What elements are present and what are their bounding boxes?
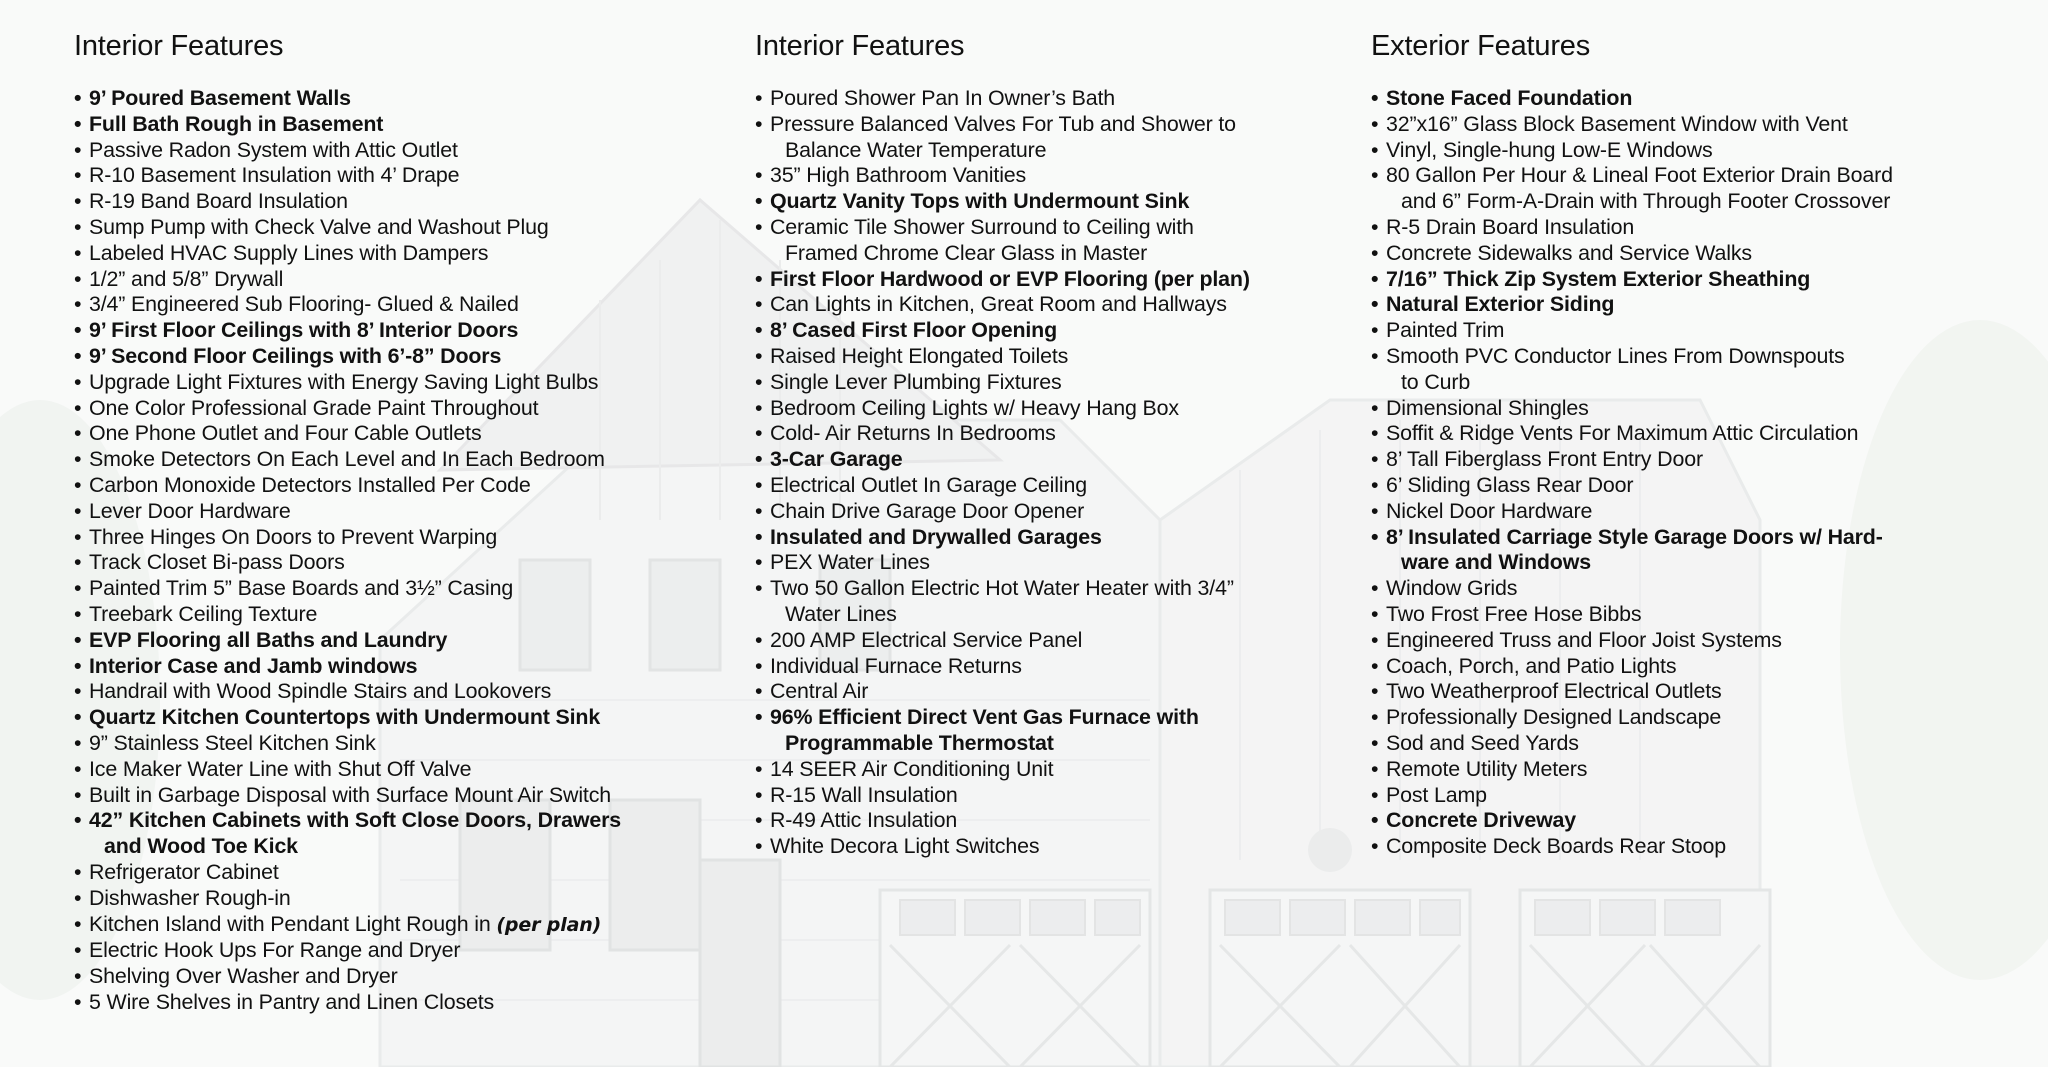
- feature-text: Concrete Driveway: [1386, 808, 1577, 833]
- feature-item: [74, 602, 714, 628]
- feature-text: First Floor Hardwood or EVP Flooring (per plan): [770, 266, 1250, 291]
- feature-text: 14 SEER Air Conditioning Unit: [770, 756, 1054, 781]
- feature-text: Soffit & Ridge Vents For Maximum Attic Circulation: [1386, 421, 1859, 446]
- feature-item: [74, 654, 714, 680]
- feature-text: Full Bath Rough in Basement: [89, 111, 384, 136]
- feature-text: Coach, Porch, and Patio Lights: [1386, 653, 1677, 678]
- feature-text: Sump Pump with Check Valve and Washout Plug: [89, 214, 549, 239]
- feature-text: 9’ First Floor Ceilings with 8’ Interior Doors: [89, 318, 519, 343]
- feature-item: [74, 757, 714, 783]
- interior-features-column-2: [755, 28, 1335, 860]
- feature-text: Natural Exterior Siding: [1386, 292, 1615, 317]
- feature-text: Two 50 Gallon Electric Hot Water Heater with 3/4”: [770, 576, 1234, 601]
- feature-text: R-5 Drain Board Insulation: [1386, 214, 1635, 239]
- feature-item: [755, 189, 1335, 215]
- feature-text: 96% Efficient Direct Vent Gas Furnace with: [770, 705, 1199, 730]
- feature-text: 35” High Bathroom Vanities: [770, 163, 1027, 188]
- feature-item: [74, 396, 714, 422]
- feature-item: [1371, 421, 2011, 447]
- feature-item: [755, 344, 1335, 370]
- feature-item: [74, 138, 714, 164]
- feature-text: Quartz Kitchen Countertops with Undermount Sink: [89, 705, 601, 730]
- feature-text: Treebark Ceiling Texture: [89, 601, 318, 626]
- feature-text: 9’ Second Floor Ceilings with 6’-8” Doors: [89, 343, 502, 368]
- feature-item: [755, 550, 1335, 576]
- feature-item: [1371, 447, 2011, 473]
- feature-item: [1371, 267, 2011, 293]
- feature-text: 8’ Cased First Floor Opening: [770, 318, 1057, 343]
- feature-item: [74, 679, 714, 705]
- feature-text: Cold- Air Returns In Bedrooms: [770, 421, 1056, 446]
- feature-item: [74, 267, 714, 293]
- feature-item: [1371, 241, 2011, 267]
- feature-text: Concrete Sidewalks and Service Walks: [1386, 240, 1752, 265]
- column-title: Exterior Features: [1371, 30, 1591, 62]
- feature-item: [755, 447, 1335, 473]
- feature-text-continued: and Wood Toe Kick: [104, 834, 298, 859]
- feature-item: [755, 215, 1335, 267]
- feature-item: [755, 808, 1335, 834]
- feature-item: [755, 163, 1335, 189]
- feature-item: [74, 292, 714, 318]
- feature-item: [755, 396, 1335, 422]
- feature-text: Nickel Door Hardware: [1386, 498, 1593, 523]
- feature-item: [74, 86, 714, 112]
- feature-text-continued: and 6” Form-A-Drain with Through Footer Crossover: [1401, 189, 1891, 214]
- feature-item: [1371, 834, 2011, 860]
- feature-item: [74, 525, 714, 551]
- feature-item: [1371, 344, 2011, 396]
- feature-item: [1371, 808, 2011, 834]
- feature-item: [74, 628, 714, 654]
- feature-item: [74, 938, 714, 964]
- feature-text: 7/16” Thick Zip System Exterior Sheathing: [1386, 266, 1811, 291]
- feature-text: Poured Shower Pan In Owner’s Bath: [770, 86, 1116, 110]
- feature-item: [74, 990, 714, 1016]
- feature-item: [755, 318, 1335, 344]
- feature-text: Two Weatherproof Electrical Outlets: [1386, 679, 1722, 704]
- feature-text: Post Lamp: [1386, 782, 1487, 807]
- feature-text: One Color Professional Grade Paint Throughout: [89, 395, 539, 420]
- feature-item: [74, 215, 714, 241]
- feature-item: [755, 473, 1335, 499]
- feature-list: [1371, 86, 2011, 860]
- feature-text: Interior Case and Jamb windows: [89, 653, 418, 678]
- feature-item: [74, 163, 714, 189]
- feature-text-continued: to Curb: [1401, 369, 1471, 394]
- feature-text: Window Grids: [1386, 576, 1518, 601]
- feature-text: 6’ Sliding Glass Rear Door: [1386, 472, 1634, 497]
- feature-item: [74, 241, 714, 267]
- feature-text: Track Closet Bi-pass Doors: [89, 550, 345, 575]
- feature-text-continued: Water Lines: [785, 601, 897, 626]
- feature-text: Three Hinges On Doors to Prevent Warping: [89, 524, 498, 549]
- feature-text-continued: Programmable Thermostat: [785, 730, 1054, 755]
- feature-text: 3-Car Garage: [770, 447, 903, 472]
- feature-text: Chain Drive Garage Door Opener: [770, 498, 1085, 523]
- feature-item: [755, 783, 1335, 809]
- feature-item: [74, 344, 714, 370]
- feature-text: Labeled HVAC Supply Lines with Dampers: [89, 240, 489, 265]
- feature-text: Pressure Balanced Valves For Tub and Shower to: [770, 111, 1236, 136]
- feature-item: [74, 189, 714, 215]
- feature-item: [755, 525, 1335, 551]
- feature-item: [74, 576, 714, 602]
- feature-list: [74, 86, 714, 1016]
- feature-item: [755, 757, 1335, 783]
- feature-text: Quartz Vanity Tops with Undermount Sink: [770, 189, 1190, 214]
- feature-item: [74, 912, 714, 939]
- feature-item: [74, 550, 714, 576]
- feature-text: Insulated and Drywalled Garages: [770, 524, 1102, 549]
- feature-text: R-15 Wall Insulation: [770, 782, 958, 807]
- feature-text: Raised Height Elongated Toilets: [770, 343, 1069, 368]
- feature-item: [755, 370, 1335, 396]
- feature-item: [1371, 499, 2011, 525]
- feature-item: [74, 783, 714, 809]
- column-title: Interior Features: [74, 30, 284, 62]
- feature-item: [1371, 679, 2011, 705]
- feature-text: 42” Kitchen Cabinets with Soft Close Doors, Drawers: [89, 808, 621, 833]
- feature-item: [74, 112, 714, 138]
- feature-text: Dimensional Shingles: [1386, 395, 1589, 420]
- feature-item: [1371, 473, 2011, 499]
- feature-item: [755, 834, 1335, 860]
- feature-text: Central Air: [770, 679, 869, 704]
- feature-item: [74, 447, 714, 473]
- feature-text-continued: Balance Water Temperature: [785, 137, 1047, 162]
- feature-text: Built in Garbage Disposal with Surface Mount Air Switch: [89, 782, 612, 807]
- feature-text-continued: ware and Windows: [1401, 550, 1591, 575]
- feature-item: [1371, 163, 2011, 215]
- feature-text: Handrail with Wood Spindle Stairs and Lookovers: [89, 679, 552, 704]
- feature-item: [1371, 215, 2011, 241]
- feature-text: Smoke Detectors On Each Level and In Each Bedroom: [89, 447, 605, 472]
- feature-text: 200 AMP Electrical Service Panel: [770, 627, 1083, 652]
- feature-item: [74, 808, 714, 860]
- feature-item: [74, 731, 714, 757]
- feature-item: [1371, 705, 2011, 731]
- feature-text: PEX Water Lines: [770, 550, 930, 575]
- feature-text: White Decora Light Switches: [770, 834, 1040, 859]
- feature-item: [74, 860, 714, 886]
- feature-item: [74, 705, 714, 731]
- feature-text: Smooth PVC Conductor Lines From Downspouts: [1386, 343, 1845, 368]
- feature-text: 3/4” Engineered Sub Flooring- Glued & Nailed: [89, 292, 519, 317]
- feature-text: Composite Deck Boards Rear Stoop: [1386, 834, 1726, 859]
- feature-text: Engineered Truss and Floor Joist Systems: [1386, 627, 1782, 652]
- feature-text: EVP Flooring all Baths and Laundry: [89, 627, 448, 652]
- feature-text: Lever Door Hardware: [89, 498, 291, 523]
- interior-features-column-1: [74, 28, 714, 1016]
- feature-item: [74, 964, 714, 990]
- feature-text: 9’ Poured Basement Walls: [89, 86, 351, 110]
- feature-item: [1371, 731, 2011, 757]
- feature-item: [755, 112, 1335, 164]
- feature-text: Remote Utility Meters: [1386, 756, 1588, 781]
- feature-item: [755, 705, 1335, 757]
- feature-item: [1371, 292, 2011, 318]
- feature-text: Professionally Designed Landscape: [1386, 705, 1722, 730]
- feature-text: Ceramic Tile Shower Surround to Ceiling with: [770, 214, 1194, 239]
- feature-item: [1371, 628, 2011, 654]
- feature-item: [1371, 525, 2011, 577]
- feature-text: R-19 Band Board Insulation: [89, 189, 348, 214]
- feature-text: Carbon Monoxide Detectors Installed Per Code: [89, 472, 531, 497]
- feature-text: Two Frost Free Hose Bibbs: [1386, 601, 1642, 626]
- feature-item: [755, 267, 1335, 293]
- feature-text: 8’ Tall Fiberglass Front Entry Door: [1386, 447, 1703, 472]
- feature-text: Dishwasher Rough-in: [89, 885, 291, 910]
- feature-item: [755, 86, 1335, 112]
- feature-item: [1371, 138, 2011, 164]
- feature-text: Bedroom Ceiling Lights w/ Heavy Hang Box: [770, 395, 1179, 420]
- feature-item: [1371, 318, 2011, 344]
- feature-text: Electrical Outlet In Garage Ceiling: [770, 472, 1087, 497]
- feature-text: Kitchen Island with Pendant Light Rough in: [89, 911, 497, 936]
- feature-item: [1371, 654, 2011, 680]
- feature-text: Painted Trim 5” Base Boards and 3½” Casing: [89, 576, 514, 601]
- feature-text: Electric Hook Ups For Range and Dryer: [89, 938, 461, 963]
- feature-note: (per plan): [496, 913, 602, 936]
- feature-item: [74, 886, 714, 912]
- feature-item: [755, 576, 1335, 628]
- feature-text: Vinyl, Single-hung Low-E Windows: [1386, 137, 1713, 162]
- feature-item: [755, 654, 1335, 680]
- feature-item: [755, 292, 1335, 318]
- feature-text: Ice Maker Water Line with Shut Off Valve: [89, 756, 472, 781]
- feature-text: 9” Stainless Steel Kitchen Sink: [89, 730, 376, 755]
- feature-text: 32”x16” Glass Block Basement Window with Vent: [1386, 111, 1848, 136]
- feature-item: [1371, 86, 2011, 112]
- feature-item: [755, 628, 1335, 654]
- feature-text: Can Lights in Kitchen, Great Room and Hallways: [770, 292, 1227, 317]
- feature-text: Shelving Over Washer and Dryer: [89, 964, 398, 989]
- feature-text: One Phone Outlet and Four Cable Outlets: [89, 421, 482, 446]
- feature-text: Stone Faced Foundation: [1386, 86, 1633, 110]
- feature-item: [1371, 396, 2011, 422]
- feature-text-continued: Framed Chrome Clear Glass in Master: [785, 240, 1148, 265]
- feature-item: [1371, 602, 2011, 628]
- feature-item: [74, 421, 714, 447]
- feature-item: [1371, 757, 2011, 783]
- feature-text: 8’ Insulated Carriage Style Garage Doors w/ Hard-: [1386, 524, 1883, 549]
- feature-text: R-10 Basement Insulation with 4’ Drape: [89, 163, 460, 188]
- column-title: Interior Features: [755, 30, 965, 62]
- feature-text: Upgrade Light Fixtures with Energy Saving Light Bulbs: [89, 369, 599, 394]
- feature-text: 80 Gallon Per Hour & Lineal Foot Exterior Drain Board: [1386, 163, 1893, 188]
- feature-item: [74, 499, 714, 525]
- feature-item: [755, 679, 1335, 705]
- feature-text: Single Lever Plumbing Fixtures: [770, 369, 1062, 394]
- feature-item: [1371, 576, 2011, 602]
- feature-item: [1371, 112, 2011, 138]
- feature-item: [1371, 783, 2011, 809]
- exterior-features-column: [1371, 28, 2011, 860]
- feature-item: [755, 499, 1335, 525]
- feature-item: [74, 318, 714, 344]
- feature-item: [74, 370, 714, 396]
- feature-text: 1/2” and 5/8” Drywall: [89, 266, 284, 291]
- feature-text: R-49 Attic Insulation: [770, 808, 958, 833]
- feature-list: [755, 86, 1335, 860]
- feature-text: Refrigerator Cabinet: [89, 859, 279, 884]
- feature-text: Individual Furnace Returns: [770, 653, 1022, 678]
- feature-text: Painted Trim: [1386, 318, 1505, 343]
- feature-item: [755, 421, 1335, 447]
- feature-text: Passive Radon System with Attic Outlet: [89, 137, 458, 162]
- feature-text: 5 Wire Shelves in Pantry and Linen Closets: [89, 989, 495, 1014]
- feature-item: [74, 473, 714, 499]
- feature-text: Sod and Seed Yards: [1386, 730, 1579, 755]
